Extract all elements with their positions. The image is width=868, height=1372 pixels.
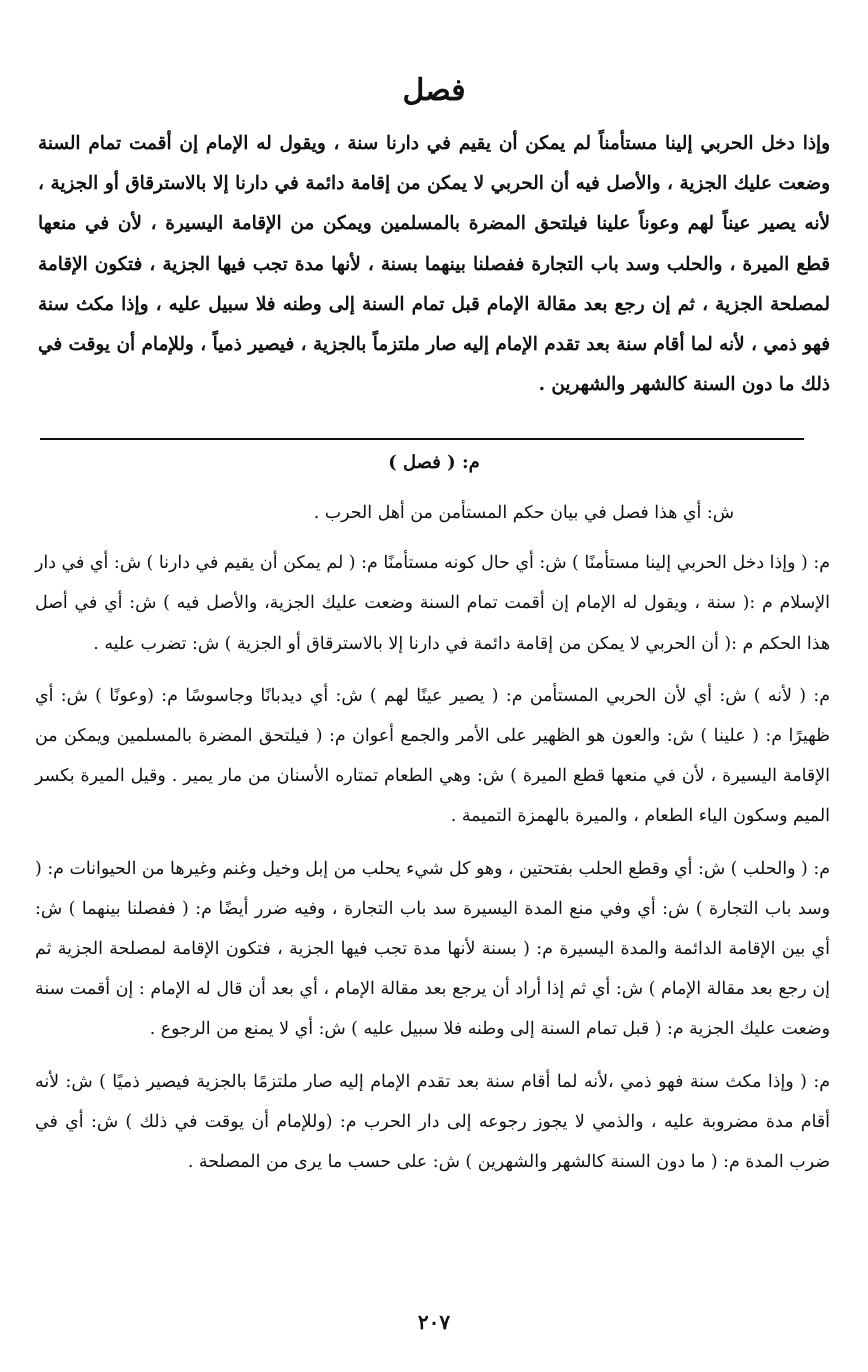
main-text: وإذا دخل الحربي إلينا مستأمناً لم يمكن أن يقيم في دارنا سنة ، ويقول له الإمام إن أقمت تمام السنة وضعت عليك الجزية ، والأصل فيه أن الحربي لا يمكن من إقامة دائمة في دارنا إلا بالاسترقاق أو الجزية ، لأنه يصير عيناً لهم وعوناً علينا فيلتحق المضرة بالمسلمين ويمكن من الإقامة اليسيرة ، لأن في منعها قطع الميرة ، والحلب وسد باب التجارة ففصلنا بينهما بسنة ، لأنها مدة تجب فيها الجزية ، فتكون الإقامة لمصلحة الجزية ، ثم إن رجع بعد مقالة الإمام قبل تمام السنة إلى وطنه فلا سبيل عليه ، وإذا مكث سنة فهو ذمي ، لأنه لما أقام سنة بعد تقدم الإمام إليه صار ملتزماً بالجزية ، فيصير ذمياً ، وللإمام أن يوقت في ذلك ما دون السنة كالشهر والشهرين .	[38, 133, 830, 396]
commentary-paragraph: م: ( والحلب ) ش: أي وقطع الحلب بفتحتين ، وهو كل شيء يحلب من إبل وخيل وغنم وغيرها من الحيوانات م: ( وسد باب التجارة ) ش: أي وفي منع المدة اليسيرة سد باب التجارة ، وفيه ضرر أيضًا م: ( ففصلنا بينهما ) ش: أي بين الإقامة الدائمة والمدة اليسيرة م: ( بسنة لأنها مدة تجب فيها الجزية ، فتكون الإقامة لمصلحة الجزية ثم إن رجع بعد مقالة الإمام ) ش: أي ثم إذا أراد أن يرجع بعد مقالة الإمام ، أي بعد أن قال له الإمام : إن أقمت سنة وضعت عليك الجزية م: ( قبل تمام السنة إلى وطنه فلا سبيل عليه ) ش: أي لا يمنع من الرجوع .	[35, 858, 830, 1040]
section-title: فصل	[402, 73, 466, 108]
commentary	[35, 493, 830, 1194]
commentary-paragraph: م: ( لأنه ) ش: أي لأن الحربي المستأمن م: ( يصير عينًا لهم ) ش: أي ديدبانًا وجاسوسًا م: (وعونًا ) ش: أي ظهيرًا م: ( علينا ) ش: والعون هو الظهير على الأمر والجمع أعوان م: ( فيلتحق المضرة بالمسلمين ويمكن من الإقامة اليسيرة ، لأن في منعها قطع الميرة ) ش: وهي الطعام تمتاره الأسنان من مار يمير . وقيل الميرة بكسر الميم وسكون الياء الطعام ، والميرة بالهمزة التميمة .	[35, 685, 830, 827]
commentary-heading: م: ( فصل )	[388, 452, 480, 473]
page-number: ٢٠٧	[417, 1310, 451, 1334]
separator-rule	[40, 438, 804, 440]
commentary-paragraph: م: ( وإذا مكث سنة فهو ذمي ،لأنه لما أقام سنة بعد تقدم الإمام إليه صار ملتزمًا بالجزية فيصير ذميًا ) ش: لأنه أقام مدة مضروبة عليه ، والذمي لا يجوز رجوعه إلى دار الحرب م: (وللإمام أن يوقت في ذلك ) ش: أي في ضرب المدة م: ( ما دون السنة كالشهر والشهرين ) ش: على حسب ما يرى من المصلحة .	[35, 1071, 830, 1173]
commentary-paragraph: ش: أي هذا فصل في بيان حكم المستأمن من أهل الحرب .	[313, 503, 734, 523]
commentary-paragraph: م: ( وإذا دخل الحربي إلينا مستأمنًا ) ش: أي حال كونه مستأمنًا م: ( لم يمكن أن يقيم في دارنا ) ش: أي في دار الإسلام م :( سنة ، ويقول له الإمام إن أقمت تمام السنة وضعت عليك الجزية، والأصل فيه ) ش: أي في أصل هذا الحكم م :( أن الحربي لا يمكن من إقامة دائمة في دارنا إلا بالاسترقاق أو الجزية ) ش: تضرب عليه .	[35, 553, 830, 654]
